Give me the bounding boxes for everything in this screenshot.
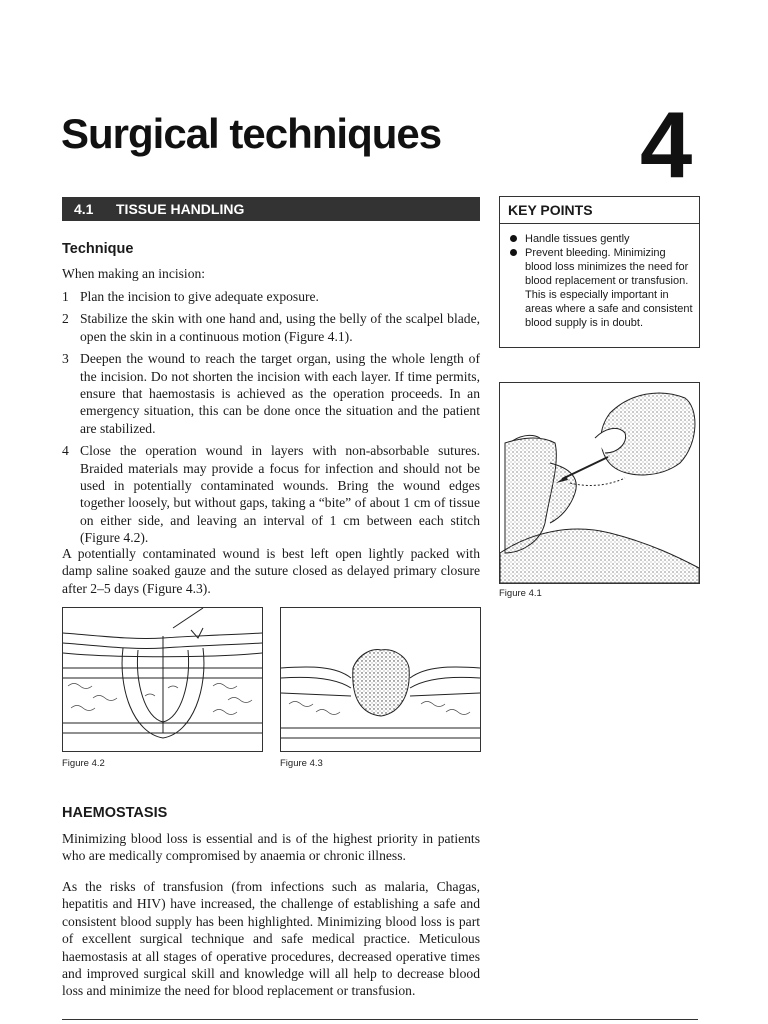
list-item bbox=[62, 442, 480, 546]
step-number: 3 bbox=[62, 351, 69, 367]
step-text: Deepen the wound to reach the target organ, using the whole length of the incision. Do not shorten the incision with each layer. If time permits, ensure that haemostasis is achieved as the operation proceeds. In an emergency situation, this can be done once the situation and the patient are stabilized. bbox=[80, 351, 480, 436]
step-number: 1 bbox=[62, 289, 69, 304]
figure-4-2-caption: Figure 4.2 bbox=[62, 758, 105, 769]
key-point-text: Handle tissues gently bbox=[525, 233, 630, 245]
step-number: 4 bbox=[62, 443, 69, 459]
bullet-icon bbox=[510, 235, 517, 242]
scalpel-incision-drawing bbox=[500, 383, 699, 583]
key-points-heading: KEY POINTS bbox=[500, 197, 699, 224]
technique-heading: Technique bbox=[62, 241, 134, 257]
section-title: TISSUE HANDLING bbox=[116, 201, 245, 217]
key-points-list bbox=[500, 224, 699, 330]
haemostasis-paragraph-1: Minimizing blood loss is essential and is of the highest priority in patients who are medically compromised by anaemia or chronic illness. bbox=[62, 831, 480, 864]
step-text: Stabilize the skin with one hand and, using the belly of the scalpel blade, open the skin in a continuous motion (Figure 4.1). bbox=[80, 311, 480, 344]
list-item bbox=[62, 310, 480, 345]
step-number: 2 bbox=[62, 311, 69, 327]
figure-4-2-illustration bbox=[62, 607, 263, 752]
key-point-text: Prevent bleeding. Minimizing blood loss minimizes the need for blood replacement or transfusion. This is especially important in areas where a safe and consistent blood supply is in doubt. bbox=[525, 247, 693, 329]
figure-4-1-caption: Figure 4.1 bbox=[499, 588, 542, 599]
step-text: Plan the incision to give adequate exposure. bbox=[80, 289, 319, 304]
chapter-title: Surgical techniques bbox=[61, 110, 442, 157]
technique-closing-paragraph: A potentially contaminated wound is best left open lightly packed with damp saline soaked gauze and the suture closed as delayed primary closure after 2–5 days (Figure 4.3). bbox=[62, 546, 480, 596]
list-item bbox=[62, 288, 480, 305]
haemostasis-paragraph-2: As the risks of transfusion (from infections such as malaria, Chagas, hepatitis and HIV) have increased, the challenge of establishing a safe and consistent blood supply has been highlighted. Minimizing blood loss is part of excellent surgical technique and safe medical practice. Meticulous haemostasis at all stages of operative procedures, decreased operative times and improved surgical skill and knowledge will all help to decrease blood loss and minimize the need for blood replacement or transfusion. bbox=[62, 879, 480, 999]
key-points-box bbox=[499, 196, 700, 348]
chapter-number: 4 bbox=[640, 92, 693, 197]
bullet-icon bbox=[510, 249, 517, 256]
footer-divider bbox=[62, 1019, 698, 1020]
technique-steps bbox=[62, 288, 480, 552]
list-item bbox=[62, 350, 480, 437]
figure-4-3-caption: Figure 4.3 bbox=[280, 758, 323, 769]
list-item bbox=[508, 246, 693, 330]
section-header-bar bbox=[62, 197, 480, 221]
step-text: Close the operation wound in layers with non-absorbable sutures. Braided materials may provide a focus for infection and should not be used in potentially contaminated wounds. Bring the wound edges together loosely, but without gaps, taking a “bite” of about 1 cm of tissue on either side, and leaving an interval of 1 cm between each stitch (Figure 4.2). bbox=[80, 443, 480, 546]
packed-wound-drawing bbox=[281, 608, 480, 751]
list-item bbox=[508, 232, 693, 246]
figure-4-1-illustration bbox=[499, 382, 700, 584]
section-number: 4.1 bbox=[74, 201, 94, 217]
haemostasis-heading: HAEMOSTASIS bbox=[62, 805, 168, 821]
figure-4-3-illustration bbox=[280, 607, 481, 752]
wound-closure-drawing bbox=[63, 608, 262, 751]
technique-intro: When making an incision: bbox=[62, 266, 206, 281]
